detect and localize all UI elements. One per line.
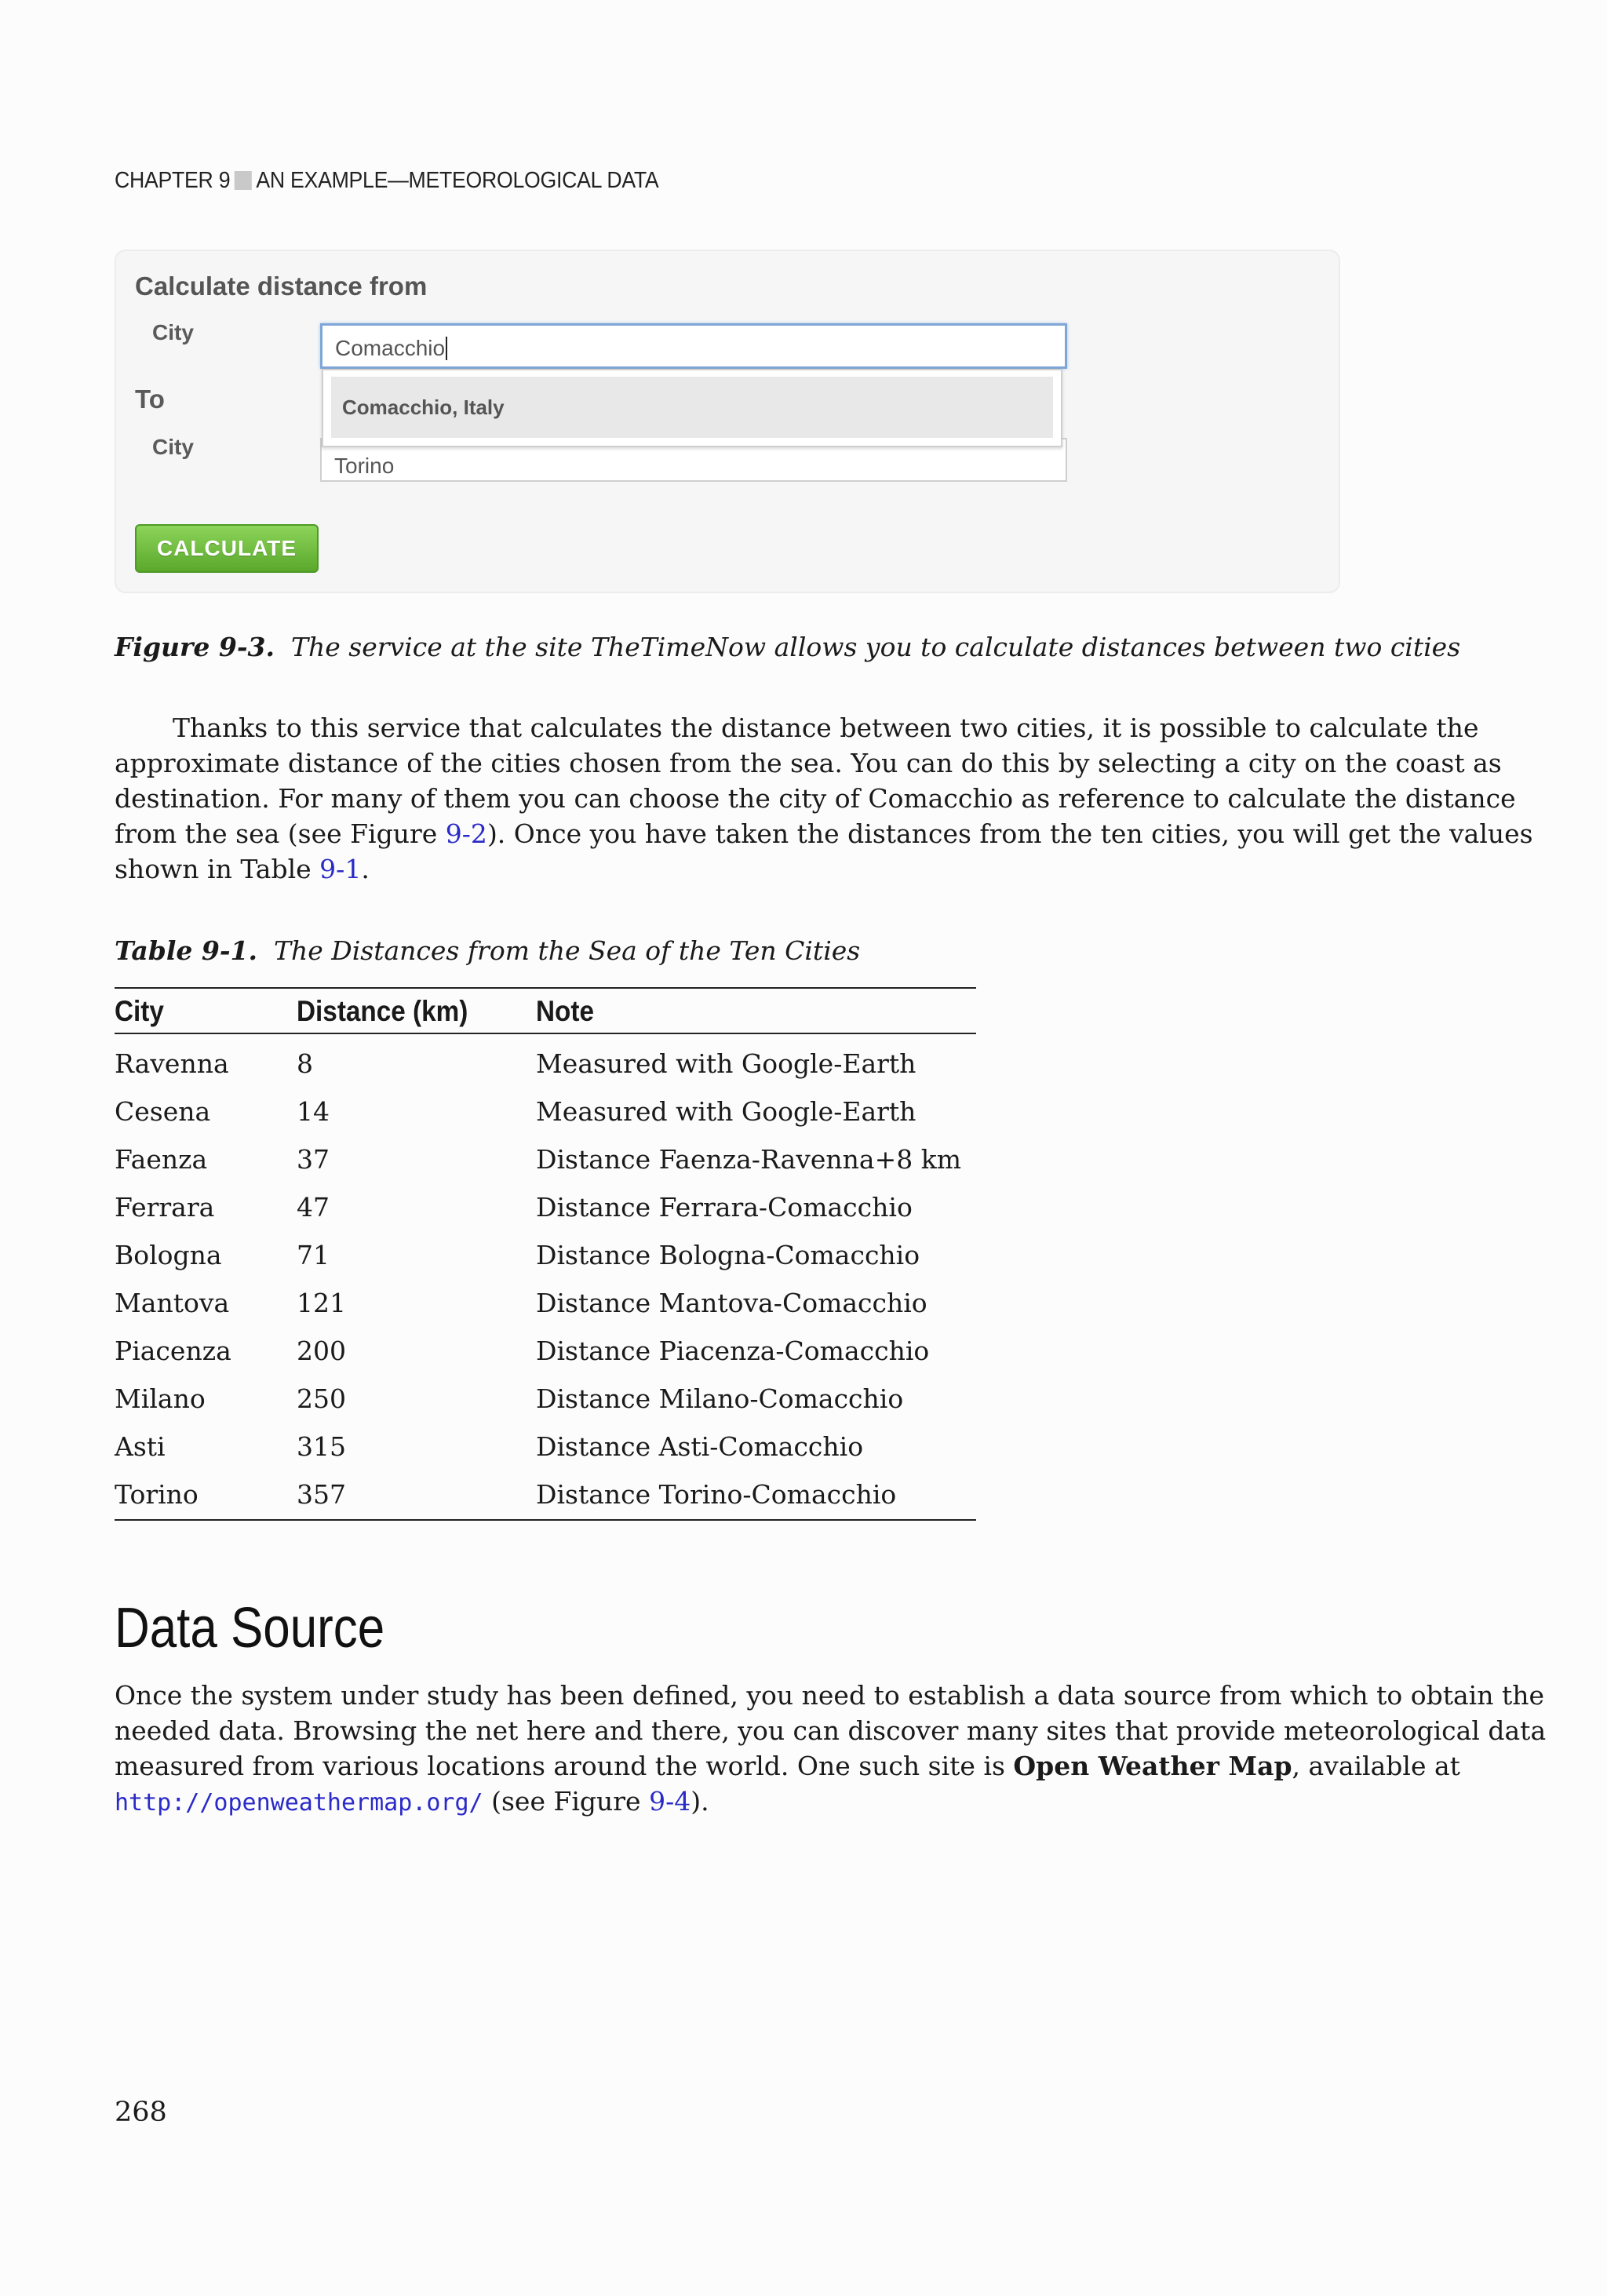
table-header bbox=[115, 989, 976, 1033]
from-city-value: Comacchio bbox=[335, 336, 446, 360]
cell-note: Distance Mantova-Comacchio bbox=[536, 1288, 927, 1318]
header-city: City bbox=[115, 995, 164, 1027]
cell-note: Distance Piacenza-Comacchio bbox=[536, 1336, 930, 1366]
paragraph-line bbox=[115, 851, 1441, 887]
figure-9-2-link[interactable]: 9-2 bbox=[445, 818, 487, 849]
cell-distance: 200 bbox=[297, 1336, 346, 1366]
cell-note: Distance Torino-Comacchio bbox=[536, 1479, 897, 1510]
paragraph-line: destination. For many of them you can choose the city of Comacchio as reference to calculate the distance bbox=[115, 783, 1516, 814]
paragraph-line: needed data. Browsing the net here and there, you can discover many sites that provide meteorological data bbox=[115, 1715, 1547, 1746]
paragraph-line: Thanks to this service that calculates the distance between two cities, it is possible to calculate the bbox=[173, 712, 1479, 743]
cell-city: Cesena bbox=[115, 1096, 211, 1127]
text-run: shown in Table bbox=[115, 854, 320, 884]
page-number: 268 bbox=[115, 2097, 167, 2128]
section-heading: Data Source bbox=[115, 1597, 385, 1660]
cell-city: Asti bbox=[115, 1431, 166, 1462]
cell-distance: 47 bbox=[297, 1192, 330, 1223]
paragraph-line bbox=[115, 816, 1533, 851]
to-city-value: Torino bbox=[334, 454, 395, 478]
autocomplete-suggestion[interactable]: Comacchio, Italy bbox=[331, 377, 1053, 438]
chapter-title: AN EXAMPLE—METEOROLOGICAL DATA bbox=[256, 168, 659, 193]
text-run: measured from various locations around the world. One such site is bbox=[115, 1751, 1014, 1781]
figure-caption-text: The service at the site TheTimeNow allows you to calculate distances between two cities bbox=[291, 632, 1461, 662]
cell-distance: 315 bbox=[297, 1431, 346, 1462]
cell-city: Torino bbox=[115, 1479, 199, 1510]
table-row bbox=[115, 1274, 976, 1321]
table-row bbox=[115, 1034, 976, 1082]
open-weather-map-name: Open Weather Map bbox=[1013, 1751, 1292, 1781]
table-row bbox=[115, 1369, 976, 1417]
text-run: ). bbox=[691, 1786, 709, 1817]
text-run: (see Figure bbox=[483, 1786, 650, 1817]
figure-caption-label: Figure 9-3. bbox=[115, 632, 275, 662]
cell-note: Measured with Google-Earth bbox=[536, 1048, 916, 1079]
cell-note: Distance Asti-Comacchio bbox=[536, 1431, 864, 1462]
cell-note: Distance Faenza-Ravenna+8 km bbox=[536, 1144, 962, 1175]
cell-distance: 71 bbox=[297, 1240, 330, 1270]
cell-distance: 14 bbox=[297, 1096, 330, 1127]
cell-distance: 121 bbox=[297, 1288, 346, 1318]
chapter-label: CHAPTER 9 bbox=[115, 168, 231, 193]
widget-title: Calculate distance from bbox=[135, 272, 428, 301]
openweathermap-url-link[interactable]: http://openweathermap.org/ bbox=[115, 1789, 483, 1817]
cell-city: Milano bbox=[115, 1383, 206, 1414]
autocomplete-dropdown bbox=[322, 369, 1062, 447]
from-city-label: City bbox=[152, 320, 194, 344]
header-note: Note bbox=[536, 995, 595, 1027]
table-bottom-rule bbox=[115, 1519, 976, 1521]
cell-distance: 37 bbox=[297, 1144, 330, 1175]
text-run: . bbox=[361, 854, 370, 884]
text-run: ). Once you have taken the distances from the ten cities, you will get the values bbox=[486, 818, 1533, 849]
cell-city: Piacenza bbox=[115, 1336, 231, 1366]
cell-note: Distance Milano-Comacchio bbox=[536, 1383, 904, 1414]
table-body bbox=[115, 1034, 976, 1513]
cell-city: Faenza bbox=[115, 1144, 208, 1175]
distances-table bbox=[115, 987, 976, 1521]
table-row bbox=[115, 1465, 976, 1513]
cell-distance: 8 bbox=[297, 1048, 313, 1079]
cell-city: Ravenna bbox=[115, 1048, 229, 1079]
table-row bbox=[115, 1226, 976, 1274]
cell-note: Distance Ferrara-Comacchio bbox=[536, 1192, 913, 1223]
table-row bbox=[115, 1082, 976, 1130]
header-distance: Distance (km) bbox=[297, 995, 468, 1027]
table-9-1-link[interactable]: 9-1 bbox=[319, 854, 362, 884]
table-caption bbox=[115, 935, 860, 966]
table-row bbox=[115, 1321, 976, 1369]
cell-distance: 357 bbox=[297, 1479, 346, 1510]
text-caret bbox=[446, 337, 447, 360]
text-run: from the sea (see Figure bbox=[115, 818, 446, 849]
cell-note: Distance Bologna-Comacchio bbox=[536, 1240, 920, 1270]
to-city-label: City bbox=[152, 435, 194, 459]
cell-note: Measured with Google-Earth bbox=[536, 1096, 916, 1127]
paragraph-data-source bbox=[115, 1678, 1547, 1820]
paragraph-line: approximate distance of the cities chosen from the sea. You can do this by selecting a city on the coast as bbox=[115, 748, 1502, 778]
cell-city: Ferrara bbox=[115, 1192, 215, 1223]
table-row bbox=[115, 1178, 976, 1226]
text-run: , available at bbox=[1292, 1751, 1460, 1781]
to-label: To bbox=[135, 384, 165, 414]
from-city-input[interactable] bbox=[320, 323, 1067, 369]
paragraph-line: Once the system under study has been defined, you need to establish a data source from which to obtain the bbox=[115, 1680, 1545, 1711]
cell-city: Bologna bbox=[115, 1240, 222, 1270]
table-caption-label: Table 9-1. bbox=[115, 935, 257, 966]
calculate-button[interactable]: CALCULATE bbox=[135, 524, 319, 573]
running-head bbox=[115, 168, 658, 194]
cell-distance: 250 bbox=[297, 1383, 346, 1414]
table-row bbox=[115, 1417, 976, 1465]
figure-9-4-link[interactable]: 9-4 bbox=[649, 1786, 691, 1817]
distance-calculator-widget bbox=[115, 250, 1340, 593]
paragraph-line bbox=[115, 1748, 1460, 1784]
table-caption-text: The Distances from the Sea of the Ten Cities bbox=[273, 935, 861, 966]
figure-caption bbox=[115, 632, 1460, 662]
square-separator-icon bbox=[235, 171, 252, 190]
paragraph-distance-service bbox=[115, 710, 1533, 887]
cell-city: Mantova bbox=[115, 1288, 230, 1318]
table-row bbox=[115, 1130, 976, 1178]
paragraph-line bbox=[115, 1784, 1441, 1820]
